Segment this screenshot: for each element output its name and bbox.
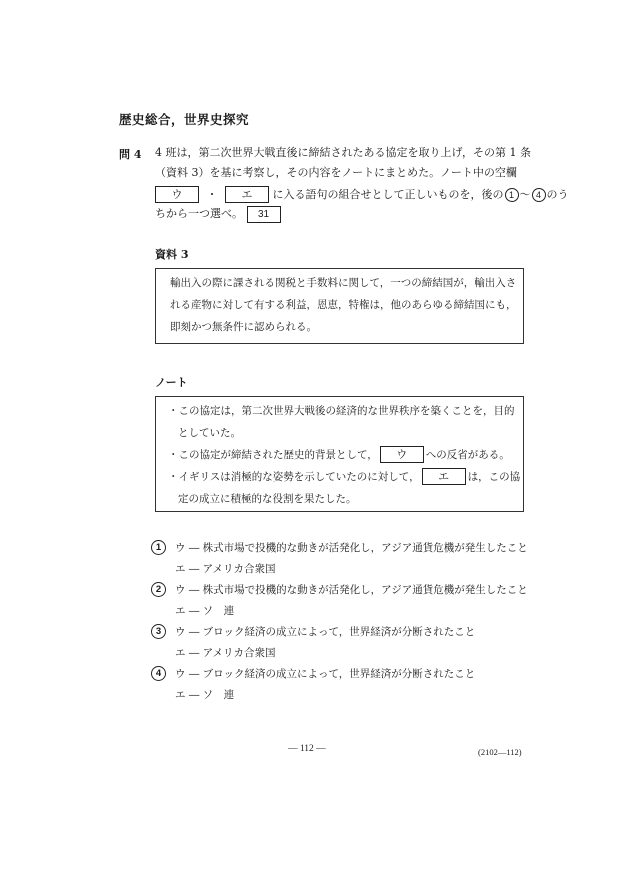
note-bullet-2-pre: ・この協定が締結された歴史的背景として， <box>168 449 378 461</box>
page-number: ― 112 ― <box>288 744 326 754</box>
page-code: (2102―112) <box>478 747 522 757</box>
note-bullet-3 <box>168 466 520 489</box>
note-bullet-3-line-2: 定の成立に積極的な役割を果たした。 <box>178 493 357 505</box>
range-end-circle: 4 <box>532 188 546 202</box>
question-line-4-text: ちから一つ選べ。 <box>155 207 243 220</box>
question-line-3-text: に入る語句の組合せとして正しいものを，後の <box>272 188 504 201</box>
answer-number-box: 31 <box>247 206 281 223</box>
note-box <box>155 396 524 512</box>
range-start-circle: 1 <box>505 188 519 202</box>
choice-4-u: ウ ― ブロック経済の成立によって，世界経済が分断されたこと <box>175 668 476 680</box>
choice-3-u: ウ ― ブロック経済の成立によって，世界経済が分断されたこと <box>175 626 476 638</box>
choice-number-2: 2 <box>151 582 166 597</box>
note-bullet-3-pre: ・イギリスは消極的な姿勢を示していたのに対して， <box>168 471 420 483</box>
question-line-3-tail: のう <box>546 188 569 201</box>
section-title: 歴史総合，世界史探究 <box>119 112 250 127</box>
choice-number-1: 1 <box>151 540 166 555</box>
blank-u-box: ウ <box>155 186 199 203</box>
note-bullet-2 <box>168 444 510 467</box>
blank-e-box: エ <box>225 186 269 203</box>
choice-number-3: 3 <box>151 624 166 639</box>
source-box <box>155 268 524 344</box>
note-blank-e-box: エ <box>422 468 466 485</box>
choice-2-e: エ ― ソ 連 <box>175 605 235 617</box>
question-line-2: （資料 3）を基に考察し，その内容をノートにまとめた。ノート中の空欄 <box>155 166 517 179</box>
note-bullet-1-line-2: としていた。 <box>178 427 241 439</box>
note-bullet-1-line-1: ・この協定は，第二次世界大戦後の経済的な世界秩序を築くことを，目的 <box>168 405 515 417</box>
question-line-3 <box>155 186 569 203</box>
choice-2-u: ウ ― 株式市場で投機的な動きが活発化し，アジア通貨危機が発生したこと <box>175 584 528 596</box>
choice-number-4: 4 <box>151 666 166 681</box>
note-title: ノート <box>155 376 188 389</box>
choice-3-e: エ ― アメリカ合衆国 <box>175 647 276 659</box>
note-bullet-3-post: は，この協 <box>467 471 521 483</box>
source-line-2: れる産物に対して有する利益，恩恵，特権は，他のあらゆる締結国にも， <box>170 299 517 311</box>
choice-1-e: エ ― アメリカ合衆国 <box>175 563 276 575</box>
question-line-1: 4 班は，第二次世界大戦直後に締結されたある協定を取り上げ，その第 1 条 <box>155 146 532 159</box>
blank-separator: ・ <box>206 188 218 201</box>
question-line-4 <box>155 206 281 223</box>
choice-1-u: ウ ― 株式市場で投機的な動きが活発化し，アジア通貨危機が発生したこと <box>175 542 528 554</box>
note-blank-u-box: ウ <box>380 446 424 463</box>
source-line-1: 輸出入の際に課される関税と手数料に関して，一つの締結国が，輸出入さ <box>170 277 517 289</box>
range-tilde: ～ <box>519 188 531 201</box>
source-title: 資料 3 <box>155 248 189 261</box>
question-label: 問 4 <box>119 148 142 161</box>
note-bullet-2-post: への反省がある。 <box>425 449 510 461</box>
source-line-3: 即刻かつ無条件に認められる。 <box>170 321 317 333</box>
choice-4-e: エ ― ソ 連 <box>175 689 235 701</box>
